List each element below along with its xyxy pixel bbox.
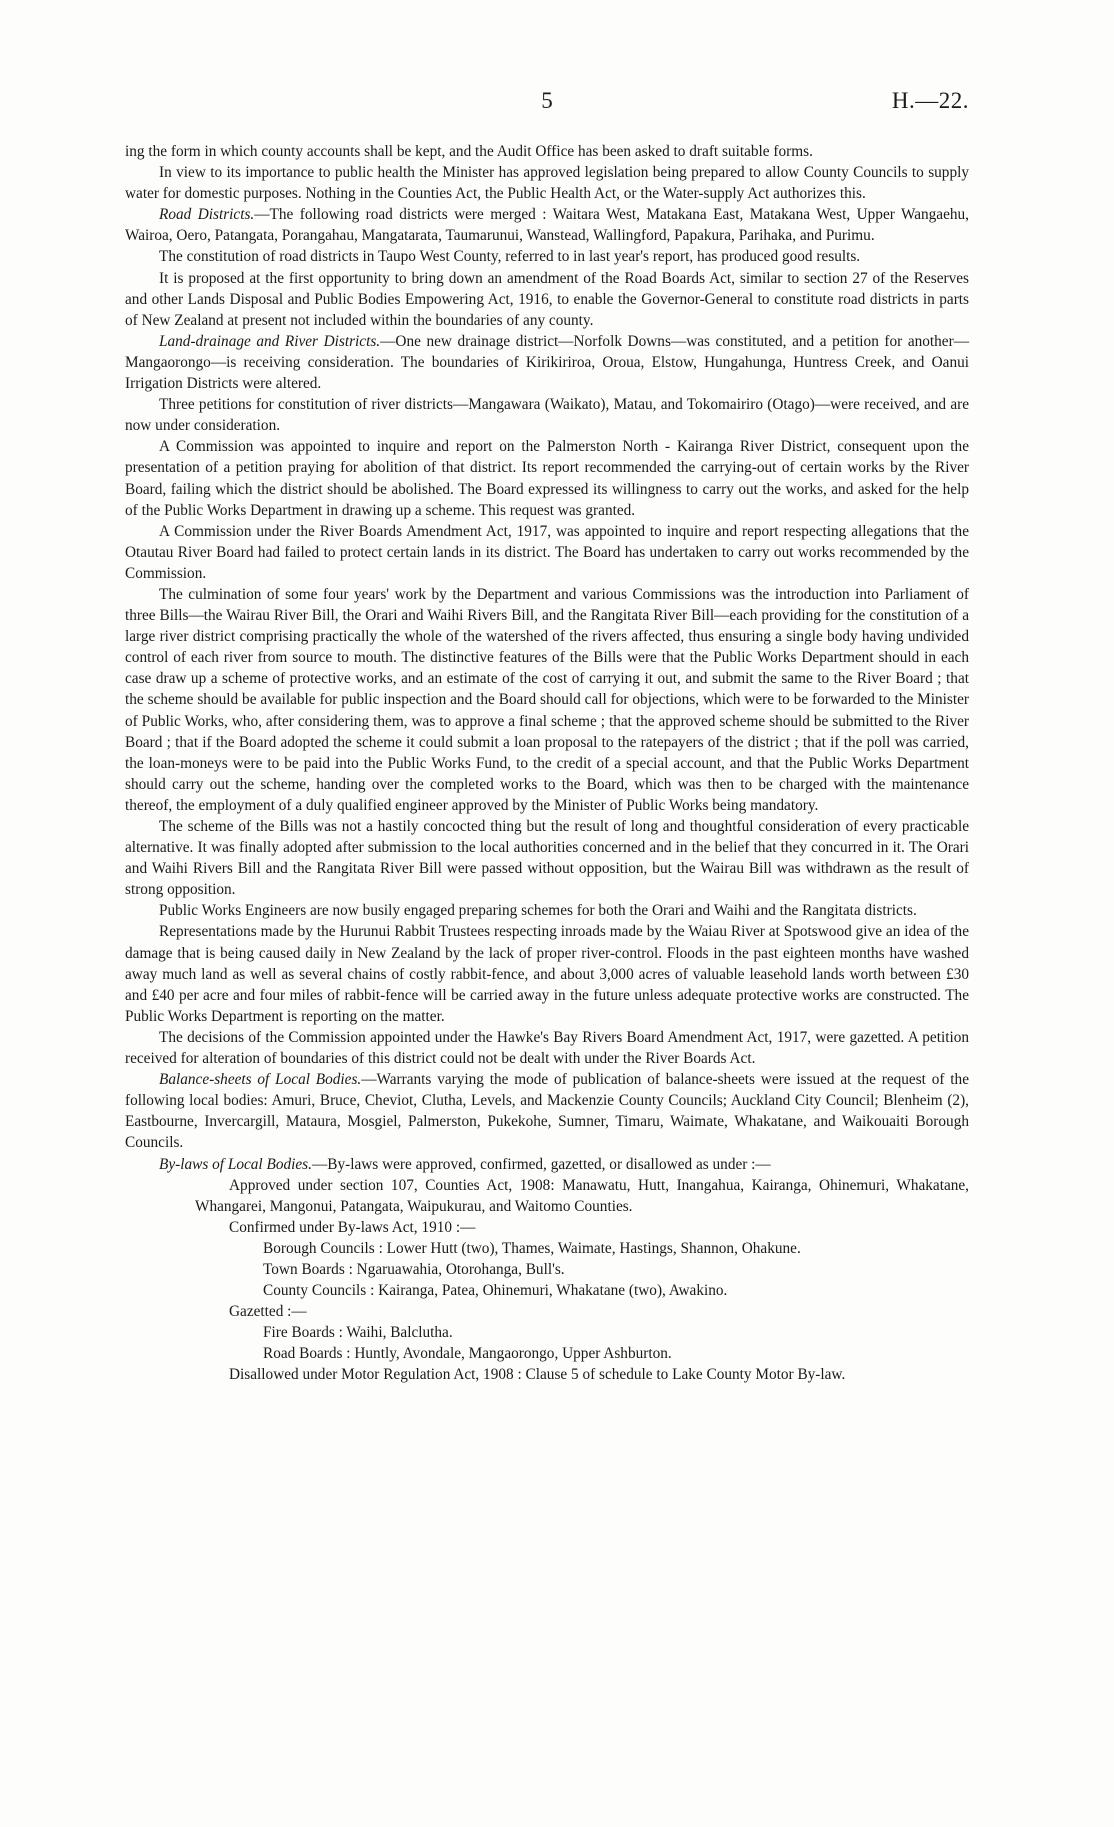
paragraph: Representations made by the Hurunui Rabbit Trustees respecting inroads made by the Waiau River at Spotswood give an idea of the damage that is being caused daily in New Zealand by the lack of proper river-control. Floods in the past eighteen months have washed away much land as well as several chains of costly rabbit-fence, and about 3,000 acres of valuable leasehold lands worth between £30 and £40 per acre and four miles of rabbit-fence will be carried away in the future unless adequate protective works are constructed. The Public Works Department is reporting on the matter. — [125, 923, 969, 1025]
paragraph: ing the form in which county accounts shall be kept, and the Audit Office has been asked to draft suitable forms. — [125, 143, 813, 160]
page-header — [125, 88, 969, 120]
bylaws-confirmed: Confirmed under By-laws Act, 1910 :— — [229, 1218, 476, 1236]
paragraph: The decisions of the Commission appointed under the Hawke's Bay Rivers Board Amendment Act, 1917, were gazetted. A petition received for alteration of boundaries of this district could not be dealt with under the River Boards Act. — [125, 1028, 969, 1068]
paragraph-text: —One new drainage district—Norfolk Downs—was constituted, and a petition for another—Mangaorongo—is receiving consideration. The boundaries of Kirikiriroa, Oroua, Elstow, Hungahunga, Huntress Creek, and Oanui Irrigation Districts were altered. — [125, 332, 969, 393]
bylaws-list — [125, 1175, 969, 1386]
bylaws-disallowed: Disallowed under Motor Regulation Act, 1908 : Clause 5 of schedule to Lake County Motor By-law. — [229, 1366, 846, 1384]
paragraph: Public Works Engineers are now busily engaged preparing schemes for both the Orari and Waihi and the Rangitata districts. — [159, 902, 917, 920]
page-number: 5 — [541, 88, 553, 113]
paragraph — [125, 331, 969, 394]
paragraph: A Commission was appointed to inquire and report on the Palmerston North - Kairanga River District, consequent upon the presentation of a petition praying for abolition of that district. Its report recommended the carrying-out of certain works by the River Board, failing which the district should be abolished. The Board expressed its willingness to carry out the works, and asked for the help of the Public Works Department in drawing up a scheme. This request was granted. — [125, 438, 969, 519]
bylaws-gazetted-fire: Fire Boards : Waihi, Balclutha. — [263, 1324, 453, 1342]
paragraph: The scheme of the Bills was not a hastily concocted thing but the result of long and thoughtful consideration of every practicable alternative. It was finally adopted after submission to the local authorities concerned and in the belief that they concurred in it. The Orari and Waihi Rivers Bill and the Rangitata River Bill were passed without opposition, but the Wairau Bill was withdrawn as the result of strong opposition. — [125, 818, 969, 899]
bylaws-gazetted-road: Road Boards : Huntly, Avondale, Mangaorongo, Upper Ashburton. — [263, 1345, 672, 1363]
paragraph — [125, 1069, 969, 1153]
paragraph-text: —The following road districts were merged : Waitara West, Matakana East, Matakana West, Upper Wangaehu, Wairoa, Oero, Patangata, Porangahau, Mangatarata, Taumarunui, Wanstead, Wallingford, Papakura, Parihaka, and Purimu. — [125, 206, 969, 245]
bylaws-approved: Approved under section 107, Counties Act, 1908: Manawatu, Hutt, Inangahua, Kairanga, Ohinemuri, Whakatane, Whangarei, Mangonui, Patangata, Waipukurau, and Waitomo Counties. — [195, 1176, 969, 1215]
paragraph: The culmination of some four years' work by the Department and various Commissions was the introduction into Parliament of three Bills—the Wairau River Bill, the Orari and Waihi Rivers Bill, and the Rangitata River Bill—each providing for the constitution of a large river district comprising practically the whole of the watershed of the rivers affected, thus ensuring a single body having undivided control of each river from source to mouth. The distinctive features of the Bills were that the Public Works Department should in each case draw up a scheme of protective works, and an estimate of the cost of carrying it out, and submit the same to the River Board ; that the scheme should be available for public inspection and the Board should call for objections, which were to be forwarded to the Minister of Public Works, who, after considering them, was to approve a final scheme ; that the approved scheme should be submitted to the River Board ; that if the Board adopted the scheme it could submit a loan proposal to the ratepayers of the district ; that if the poll was carried, the loan-moneys were to be paid into the Public Works Fund, to the credit of a special account, and that the Public Works Department should carry out the scheme, handing over the completed works to the Board, which was then to be charged with the maintenance thereof, the employment of a duly qualified engineer approved by the Minister of Public Works being mandatory. — [125, 585, 969, 814]
document-body — [125, 141, 969, 1386]
paragraph — [125, 204, 969, 246]
paragraph: A Commission under the River Boards Amendment Act, 1917, was appointed to inquire and report respecting allegations that the Otautau River Board had failed to protect certain lands in its district. The Board has undertaken to carry out works recommended by the Commission. — [125, 522, 969, 582]
section-heading: Balance-sheets of Local Bodies. — [159, 1071, 362, 1089]
paragraph-text: —Warrants varying the mode of publication of balance-sheets were issued at the request of the following local bodies: Amuri, Bruce, Cheviot, Clutha, Levels, and Mackenzie County Councils; Auckland City Council; Blenheim (2), Eastbourne, Invercargill, Mataura, Mosgiel, Palmerston, Pukekohe, Sumner, Timaru, Waimate, Whakatane, and Waikouaiti Borough Councils. — [125, 1071, 969, 1152]
section-heading: Road Districts. — [159, 206, 255, 224]
bylaws-confirmed-town: Town Boards : Ngaruawahia, Otorohanga, Bull's. — [263, 1260, 565, 1278]
bylaws-gazetted: Gazetted :— — [229, 1303, 307, 1321]
paragraph-text: —By-laws were approved, confirmed, gazetted, or disallowed as under :— — [311, 1155, 771, 1173]
paragraph: In view to its importance to public health the Minister has approved legislation being prepared to allow County Councils to supply water for domestic purposes. Nothing in the Counties Act, the Public Health Act, or the Water-supply Act authorizes this. — [125, 164, 969, 203]
paragraph: Three petitions for constitution of river districts—Mangawara (Waikato), Matau, and Tokomairiro (Otago)—were received, and are now under consideration. — [125, 396, 969, 435]
bylaws-confirmed-borough: Borough Councils : Lower Hutt (two), Thames, Waimate, Hastings, Shannon, Ohakune. — [263, 1239, 801, 1257]
section-heading: By-laws of Local Bodies. — [159, 1155, 312, 1173]
document-reference: H.—22. — [891, 88, 969, 113]
bylaws-confirmed-county: County Councils : Kairanga, Patea, Ohinemuri, Whakatane (two), Awakino. — [263, 1282, 728, 1300]
paragraph: The constitution of road districts in Taupo West County, referred to in last year's report, has produced good results. — [159, 248, 861, 266]
paragraph: It is proposed at the first opportunity to bring down an amendment of the Road Boards Act, similar to section 27 of the Reserves and other Lands Disposal and Public Bodies Empowering Act, 1916, to enable the Governor-General to constitute road districts in parts of New Zealand at present not included within the boundaries of any county. — [125, 269, 969, 329]
paragraph — [125, 1154, 969, 1175]
section-heading: Land-drainage and River Districts. — [159, 332, 381, 350]
